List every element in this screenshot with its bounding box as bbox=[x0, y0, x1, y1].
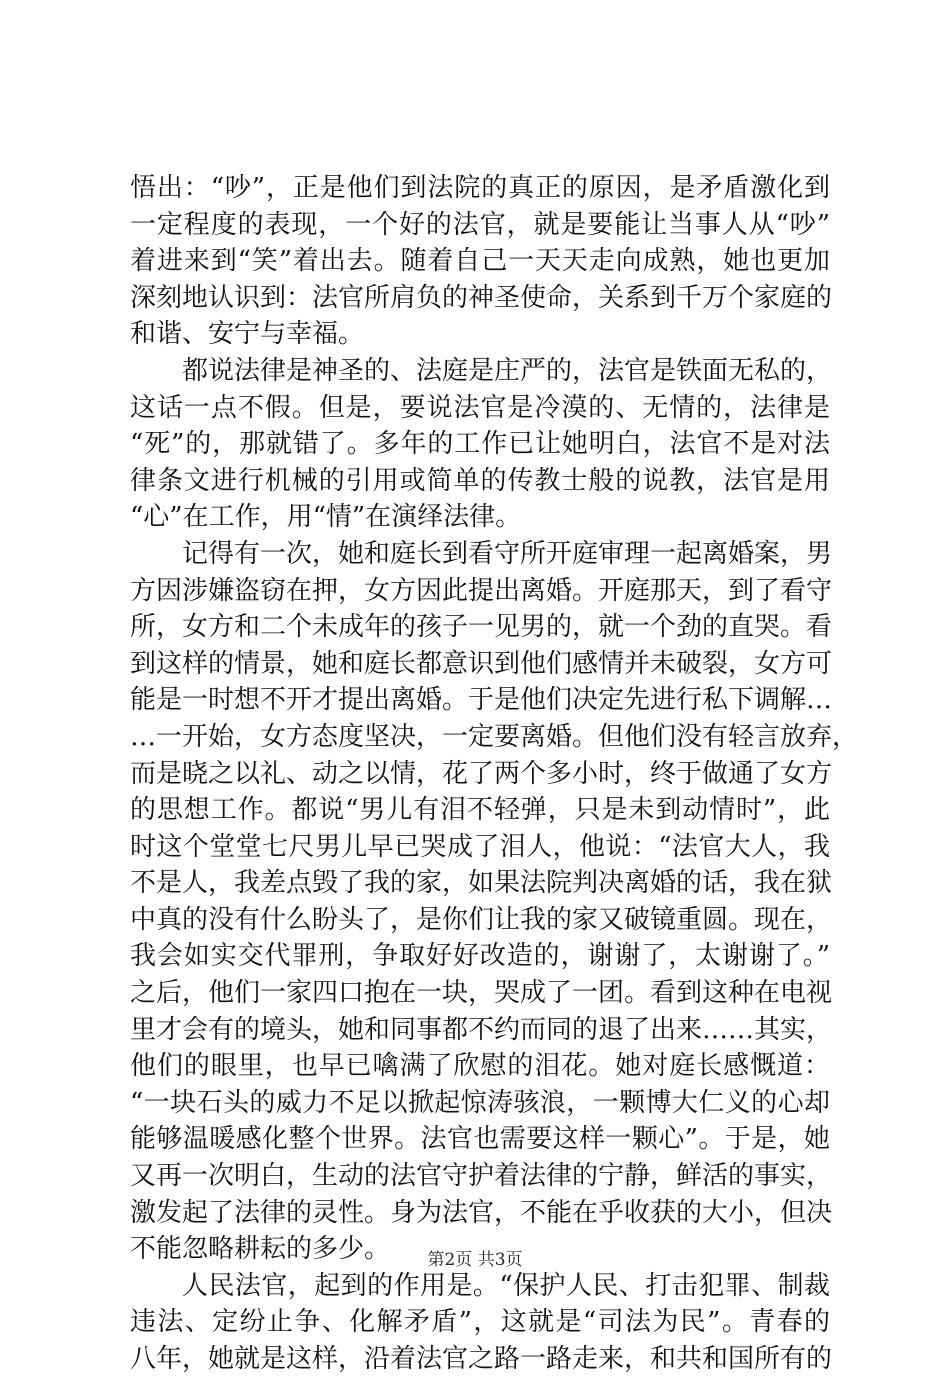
text-line: …一开始，女方态度坚决，一定要离婚。但他们没有轻言放弃， bbox=[130, 721, 859, 752]
text-line: 律条文进行机械的引用或简单的传教士般的说教，法官是用 bbox=[130, 465, 830, 496]
text-line: 而是晓之以礼、动之以情，花了两个多小时，终于做通了女方 bbox=[130, 758, 833, 789]
text-line: 和谐、安宁与幸福。 bbox=[130, 319, 365, 350]
text-line: 之后，他们一家四口抱在一块，哭成了一团。看到这种在电视 bbox=[130, 978, 833, 1009]
text-line: 能是一时想不开才提出离婚。于是他们决定先进行私下调解… bbox=[130, 685, 833, 716]
text-line: “死”的，那就错了。多年的工作已让她明白，法官不是对法 bbox=[130, 429, 830, 460]
text-line: 记得有一次，她和庭长到看守所开庭审理一起离婚案，男 bbox=[182, 538, 833, 569]
text-line: 里才会有的境头，她和同事都不约而同的退了出来……其实， bbox=[130, 1014, 833, 1045]
text-line: 我会如实交代罪刑，争取好好改造的，谢谢了，太谢谢了。” bbox=[130, 941, 830, 972]
text-line: 中真的没有什么盼头了，是你们让我的家又破镜重圆。现在， bbox=[130, 904, 833, 935]
text-line: 不是人，我差点毁了我的家，如果法院判决离婚的话，我在狱 bbox=[130, 868, 833, 899]
text-line: 他们的眼里，也早已噙满了欣慰的泪花。她对庭长感慨道： bbox=[130, 1051, 830, 1082]
text-line: 激发起了法律的灵性。身为法官，不能在乎收获的大小，但决 bbox=[130, 1197, 833, 1228]
text-line: 着进来到“笑”着出去。随着自己一天天走向成熟，她也更加 bbox=[130, 246, 830, 277]
text-line: 不能忽略耕耘的多少。 bbox=[130, 1234, 391, 1265]
text-line: “一块石头的威力不足以掀起惊涛骇浪，一颗博大仁义的心却 bbox=[130, 1087, 830, 1118]
text-line: 方因涉嫌盗窃在押，女方因此提出离婚。开庭那天，到了看守 bbox=[130, 575, 833, 606]
text-line: 的思想工作。都说“男儿有泪不轻弹，只是未到动情时”，此 bbox=[130, 795, 830, 826]
text-line: 到这样的情景，她和庭长都意识到他们感情并未破裂，女方可 bbox=[130, 648, 833, 679]
text-line: 又再一次明白，生动的法官守护着法律的宁静，鲜活的事实， bbox=[130, 1161, 833, 1192]
text-line: 八年，她就是这样，沿着法官之路一路走来，和共和国所有的 bbox=[130, 1344, 833, 1374]
text-line: 悟出：“吵”，正是他们到法院的真正的原因，是矛盾激化到 bbox=[130, 173, 830, 203]
text-line: 深刻地认识到：法官所肩负的神圣使命，关系到千万个家庭的 bbox=[130, 282, 833, 313]
text-line: 能够温暖感化整个世界。法官也需要这样一颗心”。于是，她 bbox=[130, 1124, 830, 1155]
body-text bbox=[130, 170, 859, 1378]
text-line: 违法、定纷止争、化解矛盾”，这就是“司法为民”。青春的 bbox=[130, 1307, 830, 1338]
text-line: 所，女方和二个未成年的孩子一见男的，就一个劲的直哭。看 bbox=[130, 612, 833, 643]
text-line: “心”在工作，用“情”在演绎法律。 bbox=[130, 502, 522, 533]
text-line: 这话一点不假。但是，要说法官是冷漠的、无情的，法律是 bbox=[130, 392, 830, 423]
text-line: 都说法律是神圣的、法庭是庄严的，法官是铁面无私的， bbox=[182, 355, 833, 386]
page-footer: 第2页 共3页 bbox=[427, 1250, 523, 1270]
text-line: 时这个堂堂七尺男儿早已哭成了泪人，他说：“法官大人，我 bbox=[130, 831, 830, 862]
text-line: 人民法官，起到的作用是。“保护人民、打击犯罪、制裁 bbox=[182, 1270, 830, 1301]
text-line: 一定程度的表现，一个好的法官，就是要能让当事人从“吵” bbox=[130, 209, 830, 240]
